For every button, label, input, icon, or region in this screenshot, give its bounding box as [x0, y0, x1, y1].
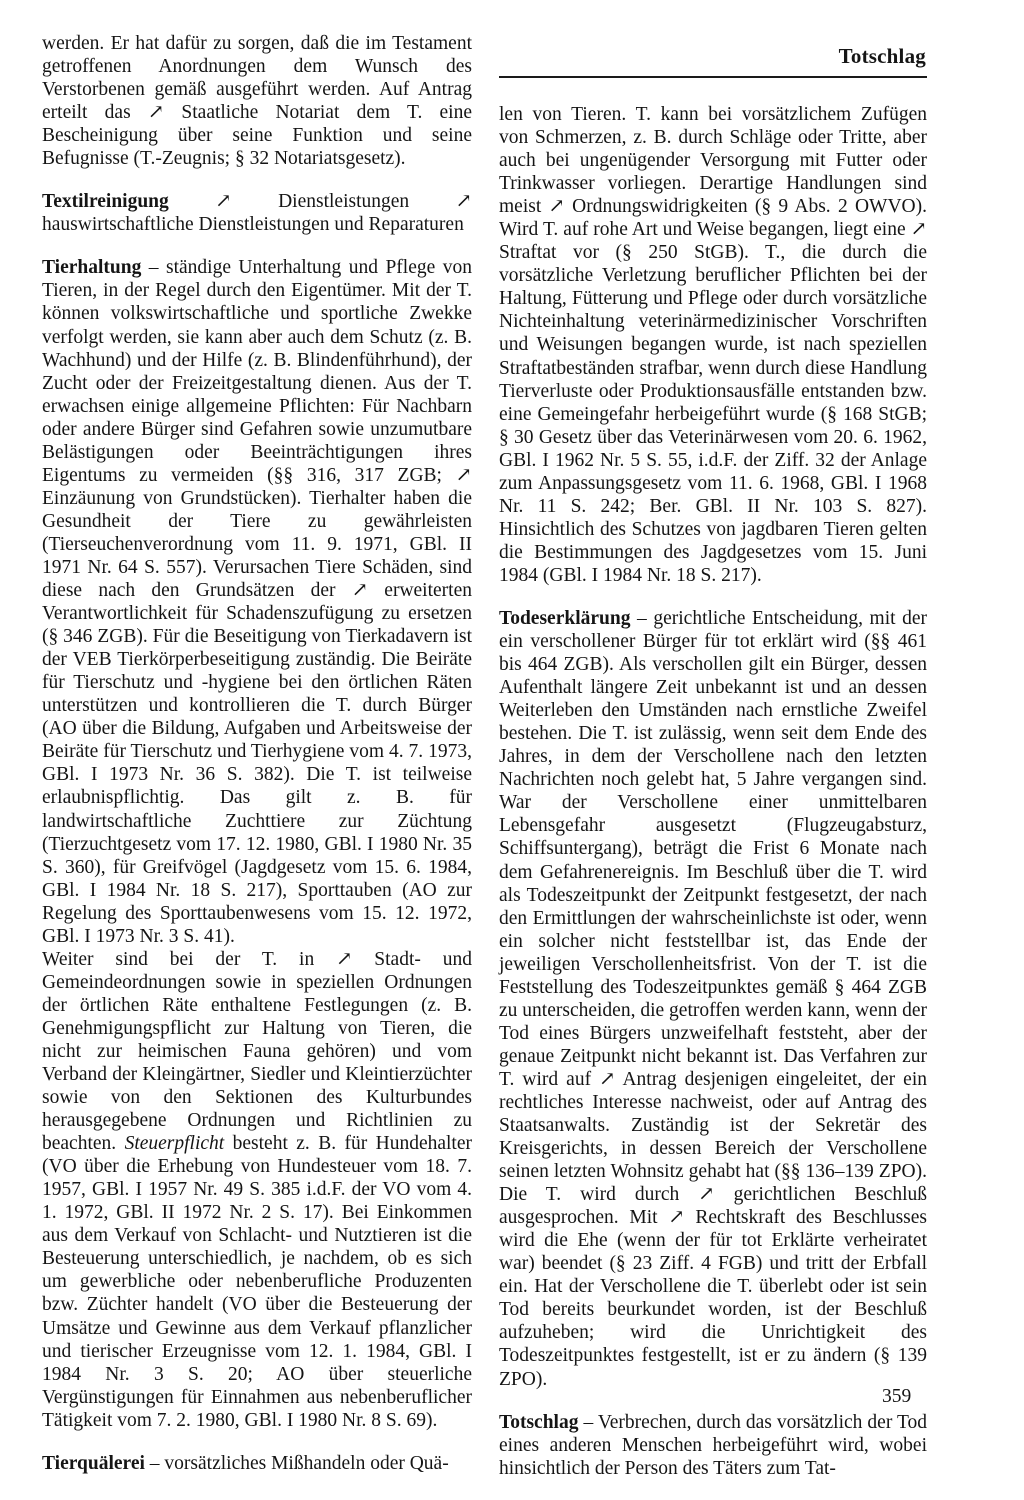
entry-tierquaelerei-continued: [499, 103, 927, 587]
entry-text: – ständige Unterhaltung und Pflege von Tieren, in der Regel durch den Eigentümer. Mit der T. können volkswirtschaftliche und sportliche Zwekke verfolgt werden, sie kann aber auch dem Schutz (z. B. Wachhund) und der Hilfe (z. B. Blindenführhund), der Zucht oder der Freizeitgestaltung dienen. Aus der T. erwachsen einige allgemeine Pflichten: Für Nachbarn oder andere Bürger sind Gefahren sowie unzumutbare Belästigungen oder Beeinträchtigungen ihres Eigentums zu vermeiden (§§ 316, 317 ZGB; ↗ Einzäunung von Grundstücken). Tierhalter haben die Gesundheit der Tiere zu gewährleisten (Tierseuchenverordnung vom 11. 9. 1971, GBl. II 1971 Nr. 64 S. 557). Verursachen Tiere Schäden, sind diese nach den Grundsätzen der ↗ erweiterten Verantwortlichkeit für Schadenszufügung zu ersetzen (§ 346 ZGB). Für die Beseitigung von Tierkadavern ist der VEB Tierkörperbeseitigung zuständig. Die Beiräte für Tierschutz und -hygiene bei den örtlichen Räten unterstützen und kontrollieren die T. durch Bürger (AO über die Bildung, Aufgaben und Arbeitsweise der Beiräte für Tierschutz und Tierhygiene vom 4. 7. 1973, GBl. I 1973 Nr. 36 S. 382). Die T. ist teilweise erlaubnispflichtig. Das gilt z. B. für landwirtschaftliche Zuchttiere zur Züchtung (Tierzuchtgesetz vom 17. 12. 1980, GBl. I 1980 Nr. 35 S. 360), für Greifvögel (Jagdgesetz vom 15. 6. 1984, GBl. I 1984 Nr. 18 S. 217), Sporttauben (AO zur Regelung des Sporttaubenwesens vom 15. 12. 1972, GBl. I 1973 Nr. 3 S. 41).: [42, 257, 472, 947]
entry-headword: Tierhaltung: [42, 257, 142, 279]
entry-tierhaltung-continued: [42, 948, 472, 1432]
entry-text: besteht z. B. für Hundehalter (VO über die Erhebung von Hundesteuer vom 18. 7. 1957, GBl. I 1957 Nr. 49 S. 385 i.d.F. der VO vom 4. 1. 1972, GBl. II 1972 Nr. 2 S. 17). Bei Einkommen aus dem Verkauf von Schlacht- und Nutztieren ist die Besteuerung unterschiedlich, je nachdem, ob es sich um gewerbliche oder nebenberufliche Produzenten bzw. Züchter handelt (VO über die Besteuerung der Umsätze und Gewinne aus dem Verkauf pflanzlicher und tierischer Erzeugnisse vom 12. 1. 1984, GBl. I 1984 Nr. 3 S. 20; AO über steuerliche Vergünstigungen für Einnahmen aus nebenberuflicher Tätigkeit vom 7. 2. 1980, GBl. I 1980 Nr. 8 S. 69).: [42, 1133, 472, 1431]
entry-text: Weiter sind bei der T. in ↗ Stadt- und Gemeindeordnungen sowie in speziellen Ordnungen der örtlichen Räte enthaltene Festlegungen (z. B. Genehmigungspflicht zur Haltung von Tieren, die nicht zur heimischen Fauna gehören) und vom Verband der Kleingärtner, Siedler und Kleintierzüchter sowie von den Sektionen des Kulturbundes herausgegebene Ordnungen und Richtlinien zu beachten.: [42, 948, 472, 1155]
entry-text: ↗ Dienstleistungen ↗ hauswirtschaftliche Dienstleistungen und Reparaturen: [42, 191, 472, 236]
left-column: [42, 32, 472, 1495]
entry-text: len von Tieren. T. kann bei vorsätzlichem Zufügen von Schmerzen, z. B. durch Schläge oder Tritte, aber auch bei ungenügender Versorgung mit Futter oder Trinkwasser vorliegen. Derartige Handlungen sind meist ↗ Ordnungswidrigkeiten (§ 9 Abs. 2 OWVO). Wird T. auf rohe Art und Weise begangen, liegt eine ↗ Straftat vor (§ 250 StGB). T., die durch die vorsätzliche Verletzung beruflicher Pflichten bei der Haltung, Fütterung und Pflege oder durch vorsätzliche Nichteinhaltung veterinärmedizinischer Vorschriften und Weisungen begangen wurde, ist nach speziellen Straftatbeständen strafbar, wenn durch diese Handlung Tierverluste oder Produktionsausfälle entstanden bzw. eine Gemeingefahr herbeigeführt wurde (§ 168 StGB; § 30 Gesetz über das Veterinärwesen vom 20. 6. 1962, GBl. I 1962 Nr. 5 S. 55, i.d.F. der Ziff. 32 der Anlage zum Anpassungsgesetz vom 11. 6. 1968, GBl. I 1968 Nr. 11 S. 242; Ber. GBl. II Nr. 103 S. 827). Hinsichtlich des Schutzes von jagdbaren Tieren gelten die Bestimmungen des Jagdgesetzes vom 15. Juni 1984 (GBl. I 1984 Nr. 18 S. 217).: [499, 104, 927, 586]
entry-totschlag: [499, 1411, 927, 1480]
running-head: Totschlag: [838, 44, 926, 68]
entry-headword: Totschlag: [499, 1411, 579, 1433]
entry-text: – gerichtliche Entscheidung, mit der ein verschollener Bürger für tot erklärt wird (§§ 461 bis 464 ZGB). Als verschollen gilt ein Bürger, dessen Aufenthalt längere Zeit unbekannt ist und an dessen Weiterleben den Umständen nach ernstliche Zweifel bestehen. Die T. ist zulässig, wenn seit dem Ende des Jahres, in dem der Verschollene nach den letzten Nachrichten noch gelebt hat, 5 Jahre vergangen sind. War der Verschollene einer unmittelbaren Lebensgefahr ausgesetzt (Flugzeugabsturz, Schiffsuntergang), beträgt die Frist 6 Monate nach dem Gefahrenereignis. Im Beschluß über die T. wird als Todeszeitpunkt der Zeitpunkt festgesetzt, der nach den Ermittlungen der wahrscheinlichste ist oder, wenn ein solcher nicht feststellbar ist, das Ende der jeweiligen Verschollenheitsfrist. Von der T. ist die Feststellung des Todeszeitpunktes gemäß § 464 ZGB zu unterscheiden, die getroffen werden kann, wenn der Tod eines Bürgers unzweifelhaft feststeht, aber der genaue Zeitpunkt nicht bekannt ist. Das Verfahren zur T. wird auf ↗ Antrag desjenigen eingeleitet, der ein rechtliches Interesse nachweist, oder auf Antrag des Staatsanwalts. Zuständig ist der Sekretär des Kreisgerichts, in dessen Bereich der Verschollene seinen letzten Wohnsitz gehabt hat (§§ 136–139 ZPO). Die T. wird durch ↗ gerichtlichen Beschluß ausgesprochen. Mit ↗ Rechtskraft des Beschlusses wird die Ehe (wenn der für tot Erklärte verheiratet war) beendet (§ 23 Ziff. 4 FGB) und tritt der Erbfall ein. Hat der Verschollene die T. überlebt oder ist sein Tod bereits beurkundet worden, ist der Beschluß aufzuheben; wird die Unrichtigkeit des Todeszeitpunktes festgestellt, ist er zu ändern (§ 139 ZPO).: [499, 607, 927, 1390]
entry-tierhaltung: [42, 256, 472, 947]
entry-textilreinigung: [42, 190, 472, 236]
header-rule: [499, 76, 927, 78]
entry-headword: Todeserklärung: [499, 607, 631, 629]
entry-headword: Textilreinigung: [42, 191, 169, 213]
entry-emphasis: Steuerpflicht: [124, 1133, 225, 1155]
entry-text: werden. Er hat dafür zu sorgen, daß die im Testament getroffenen Anordnungen dem Wunsch des Verstorbenen gemäß ausgeführt werden. Auf Antrag erteilt das ↗ Staatliche Notariat dem T. eine Bescheinigung über seine Funktion und seine Befugnisse (T.-Zeugnis; § 32 Notariatsgesetz).: [42, 33, 472, 170]
entry-text: – Verbrechen, durch das vorsätzlich der Tod eines anderen Menschen herbeigeführt wird, wobei hinsichtlich der Person des Täters zum Tat-: [499, 1411, 927, 1479]
entry-todeserklaerung: [499, 607, 927, 1391]
right-column: [499, 103, 927, 1500]
entry-headword: Tierquälerei: [42, 1452, 145, 1474]
entry-text: – vorsätzliches Mißhandeln oder Quä-: [144, 1452, 449, 1474]
page-number: 359: [882, 1386, 912, 1407]
entry-continuation: [42, 32, 472, 170]
entry-tierquaelerei: [42, 1452, 472, 1475]
